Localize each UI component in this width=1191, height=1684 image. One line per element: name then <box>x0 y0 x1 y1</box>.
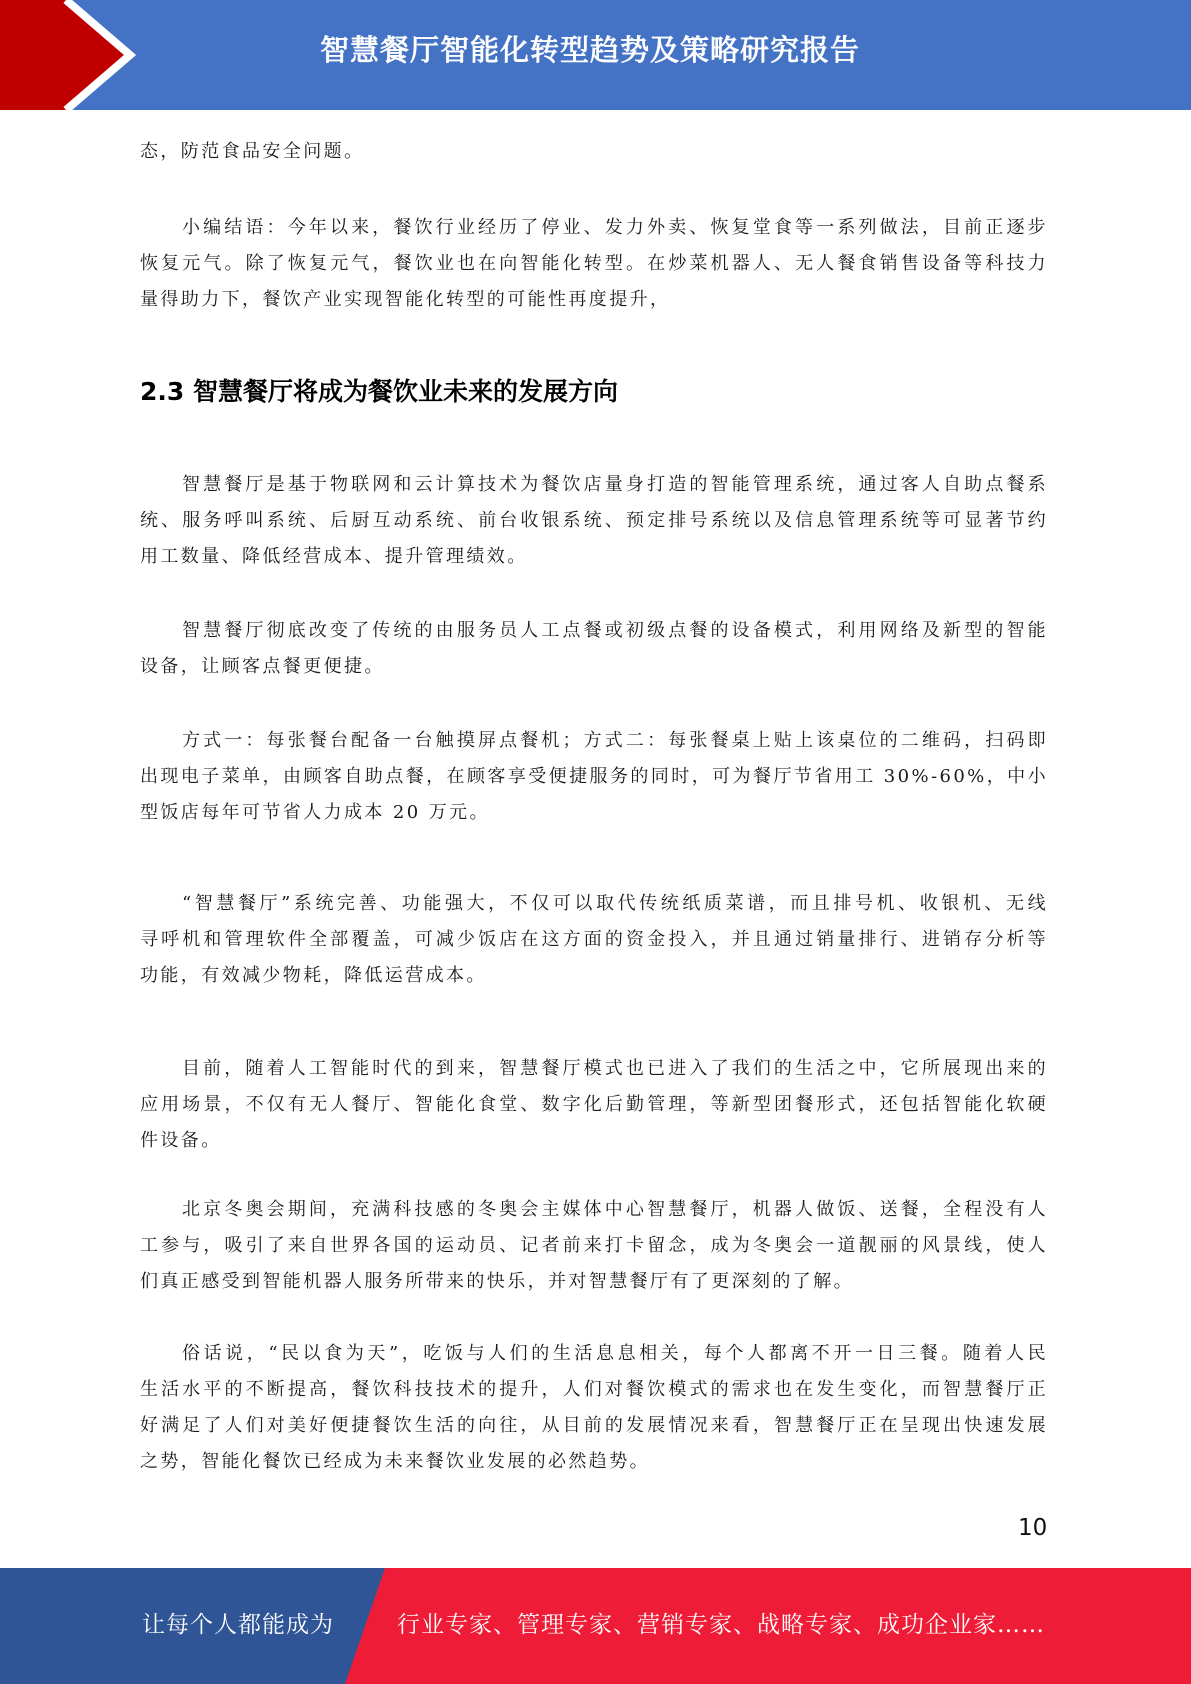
page-number: 10 <box>1018 1515 1048 1541</box>
paragraph-line: 方式一：每张餐台配备一台触摸屏点餐机；方式二：每张餐桌上贴上该桌位的二维码，扫码即 <box>182 730 1048 751</box>
paragraph-line: 功能，有效减少物耗，降低运营成本。 <box>140 965 487 986</box>
paragraph-line: “智慧餐厅”系统完善、功能强大，不仅可以取代传统纸质菜谱，而且排号机、收银机、无线 <box>182 893 1048 914</box>
paragraph-line: 目前，随着人工智能时代的到来，智慧餐厅模式也已进入了我们的生活之中，它所展现出来的 <box>182 1058 1048 1079</box>
paragraph-line: 之势，智能化餐饮已经成为未来餐饮业发展的必然趋势。 <box>140 1451 650 1472</box>
page-header <box>0 0 1191 110</box>
paragraph <box>140 1192 1048 1300</box>
paragraph-line: 应用场景，不仅有无人餐厅、智能化食堂、数字化后勤管理，等新型团餐形式，还包括智能化软硬 <box>140 1094 1048 1115</box>
paragraph-line: 统、服务呼叫系统、后厨互动系统、前台收银系统、预定排号系统以及信息管理系统等可显著节约 <box>140 510 1048 531</box>
paragraph-line: 智慧餐厅是基于物联网和云计算技术为餐饮店量身打造的智能管理系统，通过客人自助点餐系 <box>182 474 1048 495</box>
paragraph-line: 态，防范食品安全问题。 <box>140 141 365 162</box>
paragraph-line: 出现电子菜单，由顾客自助点餐，在顾客享受便捷服务的同时，可为餐厅节省用工 30%-60%，中小 <box>140 766 1048 787</box>
paragraph-line: 件设备。 <box>140 1130 222 1151</box>
paragraph-line: 工参与，吸引了来自世界各国的运动员、记者前来打卡留念，成为冬奥会一道靓丽的风景线，使人 <box>140 1235 1048 1256</box>
paragraph <box>140 467 1048 575</box>
header-arrow-icon <box>0 0 160 110</box>
paragraph-line: 智慧餐厅彻底改变了传统的由服务员人工点餐或初级点餐的设备模式，利用网络及新型的智能 <box>182 620 1048 641</box>
paragraph-line: 生活水平的不断提高，餐饮科技技术的提升，人们对餐饮模式的需求也在发生变化，而智慧餐厅正 <box>140 1379 1048 1400</box>
paragraph-line: 型饭店每年可节省人力成本 20 万元。 <box>140 802 490 823</box>
footer-slogan-right: 行业专家、管理专家、营销专家、战略专家、成功企业家…… <box>397 1612 1045 1638</box>
page-footer <box>0 1568 1191 1684</box>
section-heading: 2.3 智慧餐厅将成为餐饮业未来的发展方向 <box>140 377 618 406</box>
paragraph <box>140 1336 1048 1480</box>
footer-slogan-left: 让每个人都能成为 <box>142 1612 334 1638</box>
paragraph <box>140 723 1048 831</box>
paragraph <box>140 886 1048 994</box>
paragraph-line: 们真正感受到智能机器人服务所带来的快乐，并对智慧餐厅有了更深刻的了解。 <box>140 1271 854 1292</box>
paragraph <box>140 134 1048 170</box>
paragraph-line: 设备，让顾客点餐更便捷。 <box>140 656 385 677</box>
paragraph <box>140 1051 1048 1159</box>
paragraph-line: 量得助力下，餐饮产业实现智能化转型的可能性再度提升， <box>140 289 671 310</box>
paragraph-line: 寻呼机和管理软件全部覆盖，可减少饭店在这方面的资金投入，并且通过销量排行、进销存分析等 <box>140 929 1048 950</box>
report-title: 智慧餐厅智能化转型趋势及策略研究报告 <box>320 33 861 67</box>
paragraph <box>140 210 1048 318</box>
paragraph-line: 好满足了人们对美好便捷餐饮生活的向往，从目前的发展情况来看，智慧餐厅正在呈现出快速发展 <box>140 1415 1048 1436</box>
paragraph <box>140 613 1048 685</box>
paragraph-line: 俗话说，“民以食为天”，吃饭与人们的生活息息相关，每个人都离不开一日三餐。随着人民 <box>182 1343 1048 1364</box>
paragraph-line: 用工数量、降低经营成本、提升管理绩效。 <box>140 546 528 567</box>
paragraph-line: 小编结语：今年以来，餐饮行业经历了停业、发力外卖、恢复堂食等一系列做法，目前正逐步 <box>182 217 1048 238</box>
paragraph-line: 北京冬奥会期间，充满科技感的冬奥会主媒体中心智慧餐厅，机器人做饭、送餐，全程没有人 <box>182 1199 1048 1220</box>
paragraph-line: 恢复元气。除了恢复元气，餐饮业也在向智能化转型。在炒菜机器人、无人餐食销售设备等科技力 <box>140 253 1048 274</box>
